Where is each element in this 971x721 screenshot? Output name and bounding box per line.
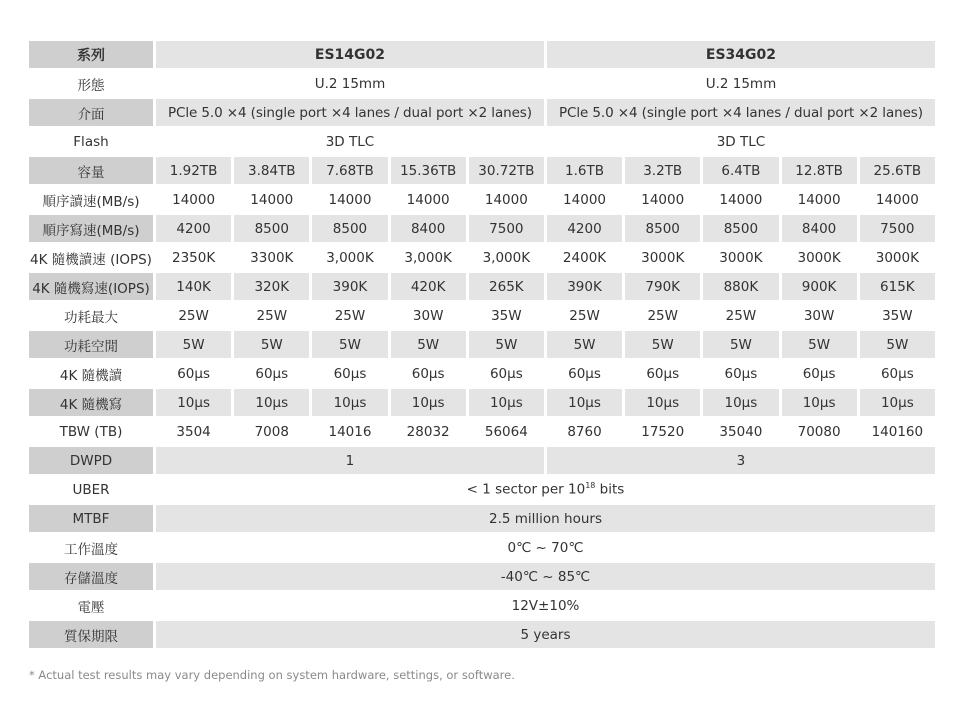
spec-cell: 60μs xyxy=(547,360,622,387)
spec-cell: 30W xyxy=(782,302,857,329)
spec-cell: 5W xyxy=(391,331,466,358)
storage-temp-label: 存儲溫度 xyxy=(29,563,153,590)
interface-row xyxy=(29,99,935,126)
spec-cell: 1.92TB xyxy=(156,157,231,184)
series-label: 系列 xyxy=(29,41,153,68)
spec-cell: 25W xyxy=(312,302,387,329)
spec-row-label: 功耗空閒 xyxy=(29,331,153,358)
spec-cell: 60μs xyxy=(625,360,700,387)
interface-value-a: PCle 5.0 ×4 (single port ×4 lanes / dual port ×2 lanes) xyxy=(156,99,544,126)
uber-row xyxy=(29,476,935,503)
spec-cell: 15.36TB xyxy=(391,157,466,184)
spec-cell: 10μs xyxy=(469,389,544,416)
mtbf-label: MTBF xyxy=(29,505,153,532)
spec-cell: 5W xyxy=(312,331,387,358)
spec-cell: 3.84TB xyxy=(234,157,309,184)
spec-cell: 3,000K xyxy=(469,244,544,271)
spec-row-label: 4K 隨機讀 xyxy=(29,360,153,387)
op-temp-value: 0℃ ~ 70℃ xyxy=(156,534,935,561)
spec-row-label: 順序讀速(MB/s) xyxy=(29,186,153,213)
spec-cell: 25W xyxy=(703,302,778,329)
form-value-b: U.2 15mm xyxy=(547,70,935,97)
spec-cell: 60μs xyxy=(469,360,544,387)
spec-cell: 60μs xyxy=(391,360,466,387)
spec-cell: 900K xyxy=(782,273,857,300)
spec-cell: 10μs xyxy=(703,389,778,416)
storage-temp-value: -40℃ ~ 85℃ xyxy=(156,563,935,590)
spec-cell: 8760 xyxy=(547,418,622,445)
spec-cell: 3000K xyxy=(782,244,857,271)
spec-cell: 7008 xyxy=(234,418,309,445)
spec-cell: 60μs xyxy=(860,360,935,387)
dwpd-value-a: 1 xyxy=(156,447,544,474)
form-value-a: U.2 15mm xyxy=(156,70,544,97)
spec-row xyxy=(29,360,935,387)
spec-cell: 14000 xyxy=(782,186,857,213)
flash-value-a: 3D TLC xyxy=(156,128,544,155)
spec-cell: 70080 xyxy=(782,418,857,445)
spec-row xyxy=(29,389,935,416)
spec-cell: 1.6TB xyxy=(547,157,622,184)
spec-cell: 615K xyxy=(860,273,935,300)
spec-cell: 30.72TB xyxy=(469,157,544,184)
spec-cell: 8500 xyxy=(234,215,309,242)
spec-row xyxy=(29,331,935,358)
spec-cell: 10μs xyxy=(156,389,231,416)
spec-cell: 56064 xyxy=(469,418,544,445)
spec-cell: 25W xyxy=(625,302,700,329)
spec-cell: 28032 xyxy=(391,418,466,445)
spec-cell: 8400 xyxy=(391,215,466,242)
spec-cell: 10μs xyxy=(391,389,466,416)
spec-cell: 390K xyxy=(547,273,622,300)
spec-cell: 14000 xyxy=(391,186,466,213)
spec-cell: 60μs xyxy=(234,360,309,387)
spec-row xyxy=(29,157,935,184)
spec-row xyxy=(29,302,935,329)
spec-cell: 60μs xyxy=(782,360,857,387)
spec-cell: 14000 xyxy=(547,186,622,213)
spec-cell: 25W xyxy=(547,302,622,329)
spec-cell: 140K xyxy=(156,273,231,300)
series-es14g02: ES14G02 xyxy=(156,41,544,68)
spec-cell: 14000 xyxy=(469,186,544,213)
header-row xyxy=(29,41,935,68)
interface-value-b: PCle 5.0 ×4 (single port ×4 lanes / dual port ×2 lanes) xyxy=(547,99,935,126)
spec-cell: 8500 xyxy=(625,215,700,242)
form-row xyxy=(29,70,935,97)
spec-cell: 30W xyxy=(391,302,466,329)
spec-cell: 4200 xyxy=(547,215,622,242)
flash-value-b: 3D TLC xyxy=(547,128,935,155)
spec-cell: 10μs xyxy=(547,389,622,416)
spec-cell: 8500 xyxy=(703,215,778,242)
spec-cell: 35W xyxy=(860,302,935,329)
spec-cell: 265K xyxy=(469,273,544,300)
spec-cell: 3,000K xyxy=(312,244,387,271)
spec-cell: 8400 xyxy=(782,215,857,242)
spec-cell: 140160 xyxy=(860,418,935,445)
spec-cell: 5W xyxy=(156,331,231,358)
spec-row-label: 容量 xyxy=(29,157,153,184)
spec-cell: 790K xyxy=(625,273,700,300)
spec-cell: 320K xyxy=(234,273,309,300)
spec-cell: 8500 xyxy=(312,215,387,242)
spec-cell: 2400K xyxy=(547,244,622,271)
spec-cell: 3000K xyxy=(703,244,778,271)
spec-cell: 14000 xyxy=(312,186,387,213)
dwpd-value-b: 3 xyxy=(547,447,935,474)
flash-row xyxy=(29,128,935,155)
spec-cell: 35W xyxy=(469,302,544,329)
spec-cell: 10μs xyxy=(312,389,387,416)
voltage-row xyxy=(29,592,935,619)
spec-row-label: 4K 隨機讀速 (IOPS) xyxy=(29,244,153,271)
dwpd-label: DWPD xyxy=(29,447,153,474)
spec-cell: 5W xyxy=(234,331,309,358)
mtbf-value: 2.5 million hours xyxy=(156,505,935,532)
spec-row-label: 功耗最大 xyxy=(29,302,153,329)
spec-cell: 3.2TB xyxy=(625,157,700,184)
spec-cell: 7.68TB xyxy=(312,157,387,184)
op-temp-label: 工作溫度 xyxy=(29,534,153,561)
spec-row-label: 4K 隨機寫速(IOPS) xyxy=(29,273,153,300)
spec-cell: 5W xyxy=(547,331,622,358)
spec-cell: 25W xyxy=(234,302,309,329)
spec-row-label: 4K 隨機寫 xyxy=(29,389,153,416)
spec-cell: 10μs xyxy=(625,389,700,416)
series-es34g02: ES34G02 xyxy=(547,41,935,68)
spec-cell: 17520 xyxy=(625,418,700,445)
spec-row xyxy=(29,244,935,271)
uber-label: UBER xyxy=(29,476,153,503)
uber-value: < 1 sector per $10^{18}$ bits xyxy=(156,476,935,503)
spec-cell: 3000K xyxy=(860,244,935,271)
spec-cell: 14000 xyxy=(234,186,309,213)
interface-label: 介面 xyxy=(29,99,153,126)
spec-cell: 60μs xyxy=(312,360,387,387)
spec-cell: 35040 xyxy=(703,418,778,445)
spec-cell: 60μs xyxy=(156,360,231,387)
voltage-label: 電壓 xyxy=(29,592,153,619)
spec-row xyxy=(29,186,935,213)
spec-cell: 4200 xyxy=(156,215,231,242)
spec-cell: 25.6TB xyxy=(860,157,935,184)
spec-row xyxy=(29,215,935,242)
spec-table xyxy=(26,39,938,650)
spec-cell: 3300K xyxy=(234,244,309,271)
spec-cell: 14000 xyxy=(860,186,935,213)
mtbf-row xyxy=(29,505,935,532)
spec-row-label: TBW (TB) xyxy=(29,418,153,445)
spec-cell: 6.4TB xyxy=(703,157,778,184)
spec-cell: 14000 xyxy=(625,186,700,213)
spec-cell: 420K xyxy=(391,273,466,300)
warranty-label: 質保期限 xyxy=(29,621,153,648)
spec-cell: 5W xyxy=(860,331,935,358)
spec-cell: 3504 xyxy=(156,418,231,445)
spec-cell: 5W xyxy=(703,331,778,358)
dwpd-row xyxy=(29,447,935,474)
spec-cell: 7500 xyxy=(860,215,935,242)
spec-cell: 25W xyxy=(156,302,231,329)
spec-cell: 5W xyxy=(782,331,857,358)
op-temp-row xyxy=(29,534,935,561)
spec-cell: 5W xyxy=(625,331,700,358)
voltage-value: 12V±10% xyxy=(156,592,935,619)
spec-cell: 3000K xyxy=(625,244,700,271)
spec-cell: 390K xyxy=(312,273,387,300)
spec-cell: 2350K xyxy=(156,244,231,271)
spec-row xyxy=(29,418,935,445)
spec-cell: 14000 xyxy=(703,186,778,213)
warranty-row xyxy=(29,621,935,648)
spec-cell: 14016 xyxy=(312,418,387,445)
spec-cell: 60μs xyxy=(703,360,778,387)
spec-cell: 10μs xyxy=(234,389,309,416)
form-label: 形態 xyxy=(29,70,153,97)
spec-cell: 3,000K xyxy=(391,244,466,271)
spec-cell: 12.8TB xyxy=(782,157,857,184)
spec-cell: 7500 xyxy=(469,215,544,242)
spec-cell: 10μs xyxy=(782,389,857,416)
storage-temp-row xyxy=(29,563,935,590)
spec-cell: 5W xyxy=(469,331,544,358)
spec-cell: 10μs xyxy=(860,389,935,416)
warranty-value: 5 years xyxy=(156,621,935,648)
spec-row xyxy=(29,273,935,300)
spec-row-label: 順序寫速(MB/s) xyxy=(29,215,153,242)
spec-cell: 14000 xyxy=(156,186,231,213)
flash-label: Flash xyxy=(29,128,153,155)
spec-cell: 880K xyxy=(703,273,778,300)
footnote: * Actual test results may vary depending on system hardware, settings, or software. xyxy=(29,668,515,682)
